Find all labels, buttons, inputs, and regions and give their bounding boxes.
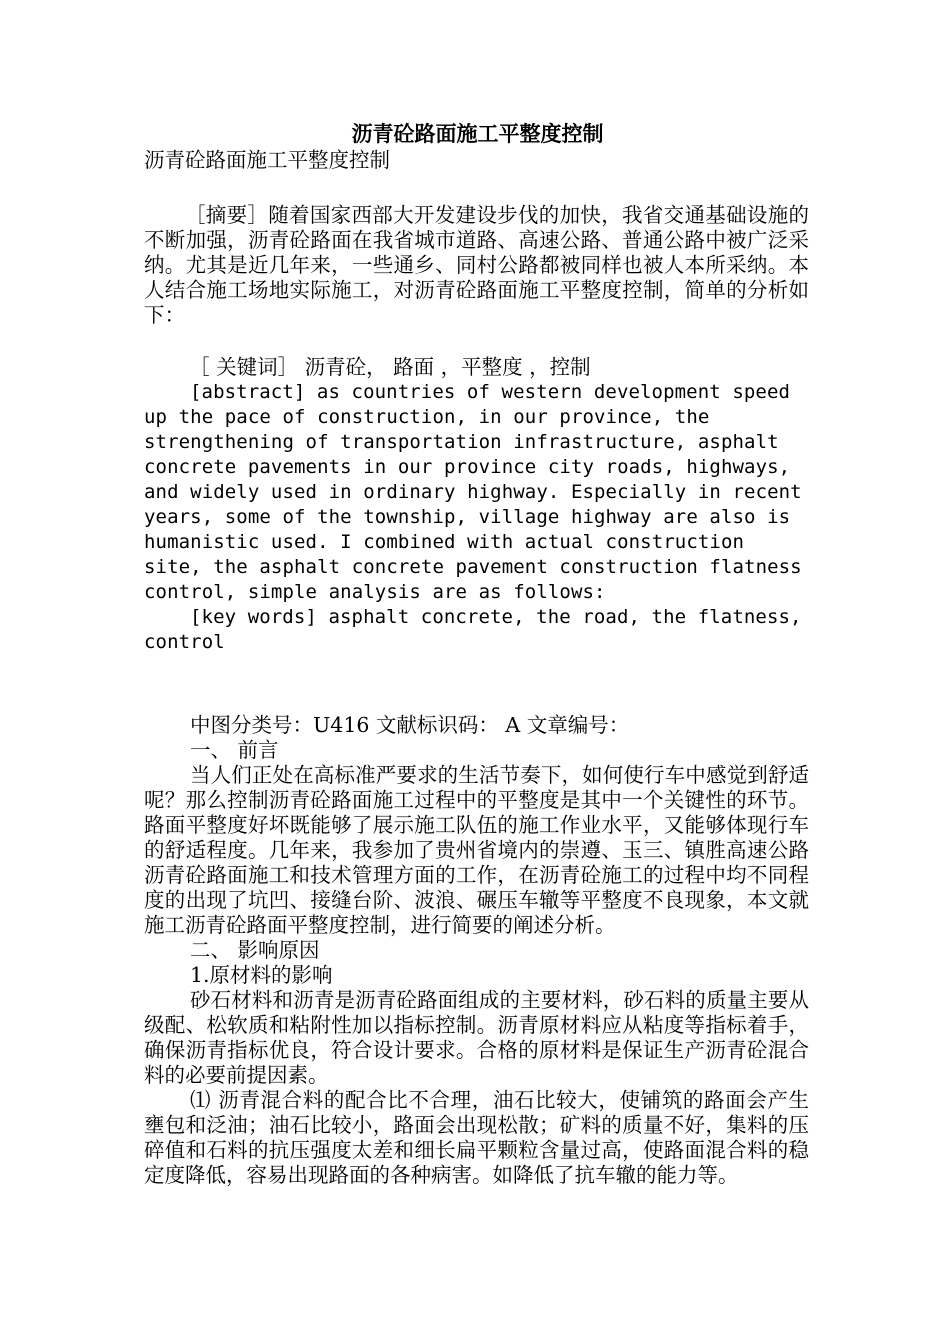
- abstract-cn: ［摘要］随着国家西部大开发建设步伐的加快，我省交通基础设施的不断加强，沥青砼路面在我省城市道路、高速公路、普通公路中被广泛采纳。尤其是近几年来，一些通乡、同村公路都被同样也被人本所采纳。本人结合施工场地实际施工，对沥青砼路面施工平整度控制，简单的分析如下：: [144, 203, 809, 327]
- subsection1-body: 砂石材料和沥青是沥青砼路面组成的主要材料，砂石料的质量主要从级配、松软质和粘附性加以指标控制。沥青原材料应从粘度等指标着手，确保沥青指标优良，符合设计要求。合格的原材料是保证生产沥青砼混合料的必要前提因素。: [144, 988, 809, 1087]
- item1-body: ⑴ 沥青混合料的配合比不合理，油石比较大，使铺筑的路面会产生壅包和泛油；油石比较小，路面会出现松散；矿料的质量不好，集料的压碎值和石料的抗压强度太差和细长扁平颗粒含量过高，使路面混合料的稳定度降低，容易出现路面的各种病害。如降低了抗车辙的能力等。: [144, 1088, 809, 1187]
- document-title: 沥青砼路面施工平整度控制: [351, 121, 604, 146]
- section1-body: 当人们正处在高标准严要求的生活节奏下，如何使行车中感觉到舒适呢？那么控制沥青砼路面施工过程中的平整度是其中一个关键性的环节。路面平整度好坏既能够了展示施工队伍的施工作业水平，又能够体现行车的舒适程度。几年来，我参加了贵州省境内的崇遵、玉三、镇胜高速公路沥青砼路面施工和技术管理方面的工作，在沥青砼施工的过程中均不同程度的出现了坑凹、接缝台阶、波浪、碾压车辙等平整度不良现象，本文就施工沥青砼路面平整度控制，进行简要的阐述分析。: [144, 763, 809, 937]
- classification-line: 中图分类号：U416 文献标识码： A 文章编号：: [190, 713, 630, 737]
- document-page: [144, 120, 809, 1188]
- section1-heading: 一、 前言: [190, 738, 279, 762]
- abstract-en: [abstract] as countries of western development speed up the pace of construction, in our province, the strengthening of transportation infrastructure, asphalt concrete pavements in our province city roads, highways, and widely used in ordinary highway. Especially in recent years, some of the township, village highway are also is humanistic used. I combined with actual construction site, the asphalt concrete pavement construction flatness control, simple analysis are as follows:: [144, 381, 802, 603]
- keywords-en: [key words] asphalt concrete, the road, the flatness, control: [144, 606, 802, 653]
- keywords-cn: ［ 关键词］ 沥青砼， 路面 ，平整度 ，控制: [189, 355, 591, 379]
- section2-heading: 二、 影响原因: [190, 938, 320, 962]
- document-subtitle: 沥青砼路面施工平整度控制: [144, 148, 390, 172]
- subsection1-heading: 1.原材料的影响: [190, 963, 333, 987]
